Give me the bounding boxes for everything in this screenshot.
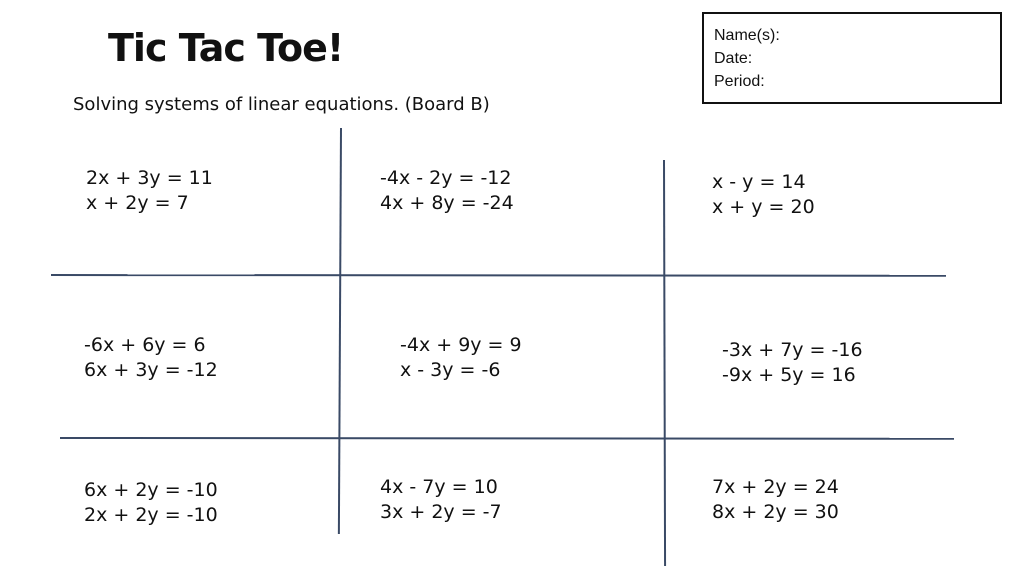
board-cell-5 (400, 333, 522, 383)
equation: 6x + 3y = -12 (84, 359, 218, 381)
equation: 8x + 2y = 30 (712, 501, 839, 523)
equation: 4x + 8y = -24 (380, 192, 514, 214)
board-cell-1 (86, 166, 213, 216)
period-label: Period: (714, 73, 765, 90)
equation: x - 3y = -6 (400, 359, 501, 381)
grid-horizontal-line-bottom (60, 437, 954, 439)
equation: 4x - 7y = 10 (380, 476, 498, 498)
worksheet-subtitle: Solving systems of linear equations. (Board B) (73, 94, 490, 115)
board-cell-7 (84, 478, 218, 528)
board-cell-8 (380, 475, 502, 525)
equation: 2x + 3y = 11 (86, 167, 213, 189)
equation: -9x + 5y = 16 (722, 364, 856, 386)
equation: -6x + 6y = 6 (84, 334, 206, 356)
equation: -4x - 2y = -12 (380, 167, 512, 189)
student-info-box (702, 12, 1002, 104)
board-cell-9 (712, 475, 839, 525)
equation: 3x + 2y = -7 (380, 501, 502, 523)
equation: x - y = 14 (712, 171, 806, 193)
grid-horizontal-line-top (51, 274, 946, 276)
equation: 7x + 2y = 24 (712, 476, 839, 498)
equation: -4x + 9y = 9 (400, 334, 522, 356)
board-cell-4 (84, 333, 218, 383)
date-label: Date: (714, 50, 753, 67)
board-cell-2 (380, 166, 514, 216)
equation: -3x + 7y = -16 (722, 339, 863, 361)
board-cell-3 (712, 170, 815, 220)
name-label: Name(s): (714, 27, 780, 44)
board-cell-6 (722, 338, 863, 388)
equation: x + 2y = 7 (86, 192, 189, 214)
equation: 6x + 2y = -10 (84, 479, 218, 501)
equation: 2x + 2y = -10 (84, 504, 218, 526)
grid-vertical-line-right (663, 160, 666, 566)
grid-vertical-line-left (338, 128, 342, 534)
equation: x + y = 20 (712, 196, 815, 218)
worksheet-title: Tic Tac Toe! (108, 26, 344, 70)
